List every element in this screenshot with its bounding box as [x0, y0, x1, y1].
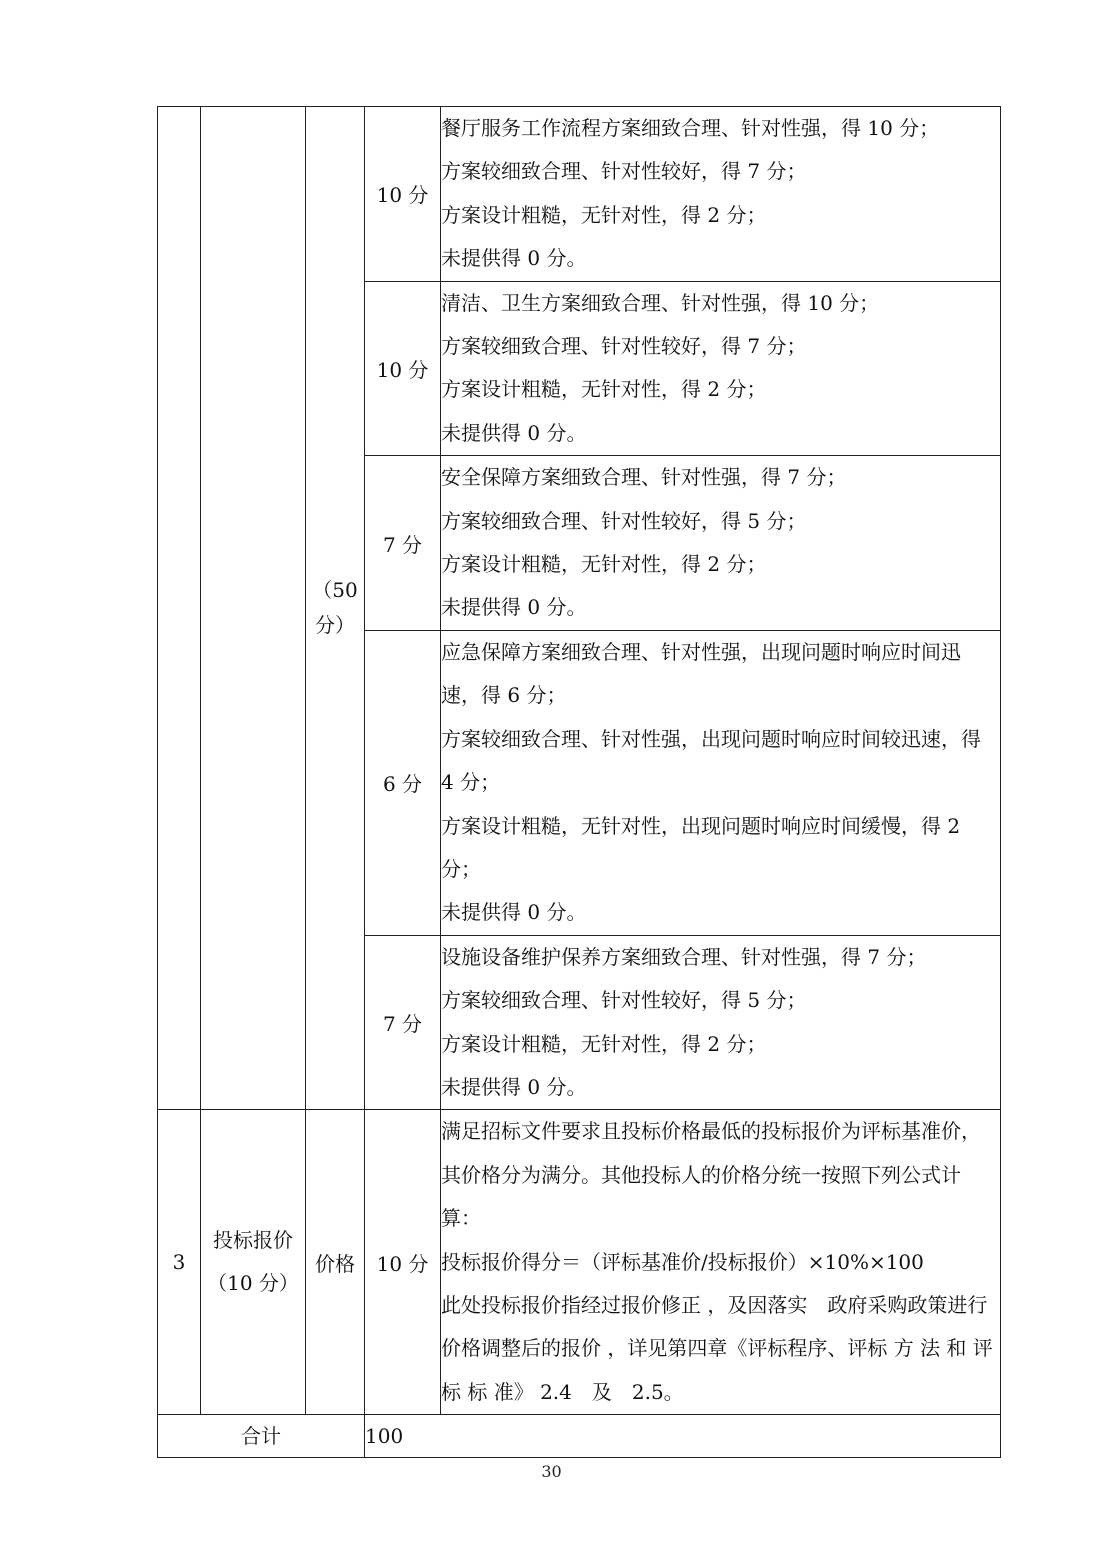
- criteria-line: 方案设计粗糙，无针对性，出现问题时响应时间缓慢，得 2 分；: [441, 813, 961, 881]
- criteria-line: 方案设计粗糙，无针对性，得 2 分；: [441, 202, 767, 227]
- total-value: 100: [365, 1415, 1001, 1458]
- criteria-line: 餐厅服务工作流程方案细致合理、针对性强，得 10 分；: [441, 116, 940, 140]
- points-cell: 10 分: [365, 281, 441, 456]
- criteria-cell: [441, 107, 1001, 282]
- index-cell-empty: [158, 107, 201, 1110]
- criteria-cell: [441, 1110, 1001, 1415]
- criteria-line: 方案设计粗糙，无针对性，得 2 分；: [441, 1031, 767, 1056]
- subcategory-cell: 价格: [306, 1110, 365, 1415]
- criteria-line: 此处投标报价指经过报价修正 ，及因落实 政府采购政策进行价格调整后的报价 ，详见第四章《评标程序、评标 方 法 和 评 标 标 准》 2.4 及 2.5。: [441, 1292, 993, 1404]
- points-cell: 10 分: [365, 1110, 441, 1415]
- criteria-line: 方案较细致合理、针对性较好，得 5 分；: [441, 988, 807, 1013]
- criteria-line: 满足招标文件要求且投标价格最低的投标报价为评标基准价，其价格分为满分。其他投标人的价格分统一按照下列公式计算：: [441, 1119, 981, 1231]
- criteria-line: 未提供得 0 分。: [441, 595, 587, 620]
- criteria-line: 投标报价得分＝（评标基准价/投标报价）×10%×100: [441, 1249, 924, 1274]
- index-cell: 3: [158, 1110, 201, 1415]
- criteria-line: 方案较细致合理、针对性较好，得 7 分；: [441, 159, 807, 184]
- criteria-line: 方案较细致合理、针对性较好，得 5 分；: [441, 508, 807, 533]
- points-cell: 7 分: [365, 935, 441, 1110]
- criteria-line: 设施设备维护保养方案细致合理、针对性强，得 7 分；: [441, 944, 927, 969]
- table-row: [158, 107, 1001, 282]
- table-row: [158, 1110, 1001, 1415]
- criteria-cell: [441, 630, 1001, 935]
- subtotal-line-2: 分）: [315, 613, 355, 638]
- category-cell-empty: [201, 107, 306, 1110]
- scoring-table: [157, 106, 1001, 1458]
- subtotal-line-1: （50: [312, 578, 358, 603]
- criteria-line: 未提供得 0 分。: [441, 900, 587, 925]
- points-cell: 10 分: [365, 107, 441, 282]
- category-line-1: 投标报价: [213, 1228, 293, 1253]
- criteria-line: 应急保障方案细致合理、针对性强，出现问题时响应时间迅速，得 6 分；: [441, 639, 961, 708]
- criteria-line: 未提供得 0 分。: [441, 420, 587, 445]
- criteria-line: 方案较细致合理、针对性较好，得 7 分；: [441, 334, 807, 359]
- criteria-cell: [441, 281, 1001, 456]
- criteria-line: 清洁、卫生方案细致合理、针对性强，得 10 分；: [441, 290, 880, 315]
- total-label: 合计: [158, 1415, 365, 1458]
- points-cell: 6 分: [365, 630, 441, 935]
- subtotal-cell: [306, 107, 365, 1110]
- points-cell: 7 分: [365, 456, 441, 631]
- category-cell: [201, 1110, 306, 1415]
- criteria-line: 未提供得 0 分。: [441, 1074, 587, 1099]
- criteria-line: 方案设计粗糙，无针对性，得 2 分；: [441, 552, 767, 577]
- category-line-2: （10 分）: [207, 1271, 299, 1296]
- total-row: [158, 1415, 1001, 1458]
- page-number: 30: [541, 1462, 562, 1481]
- criteria-line: 安全保障方案细致合理、针对性强，得 7 分；: [441, 465, 847, 490]
- criteria-line: 未提供得 0 分。: [441, 246, 587, 271]
- criteria-line: 方案设计粗糙，无针对性，得 2 分；: [441, 377, 767, 402]
- criteria-cell: [441, 456, 1001, 631]
- criteria-line: 方案较细致合理、针对性强，出现问题时响应时间较迅速，得 4 分；: [441, 726, 981, 795]
- criteria-cell: [441, 935, 1001, 1110]
